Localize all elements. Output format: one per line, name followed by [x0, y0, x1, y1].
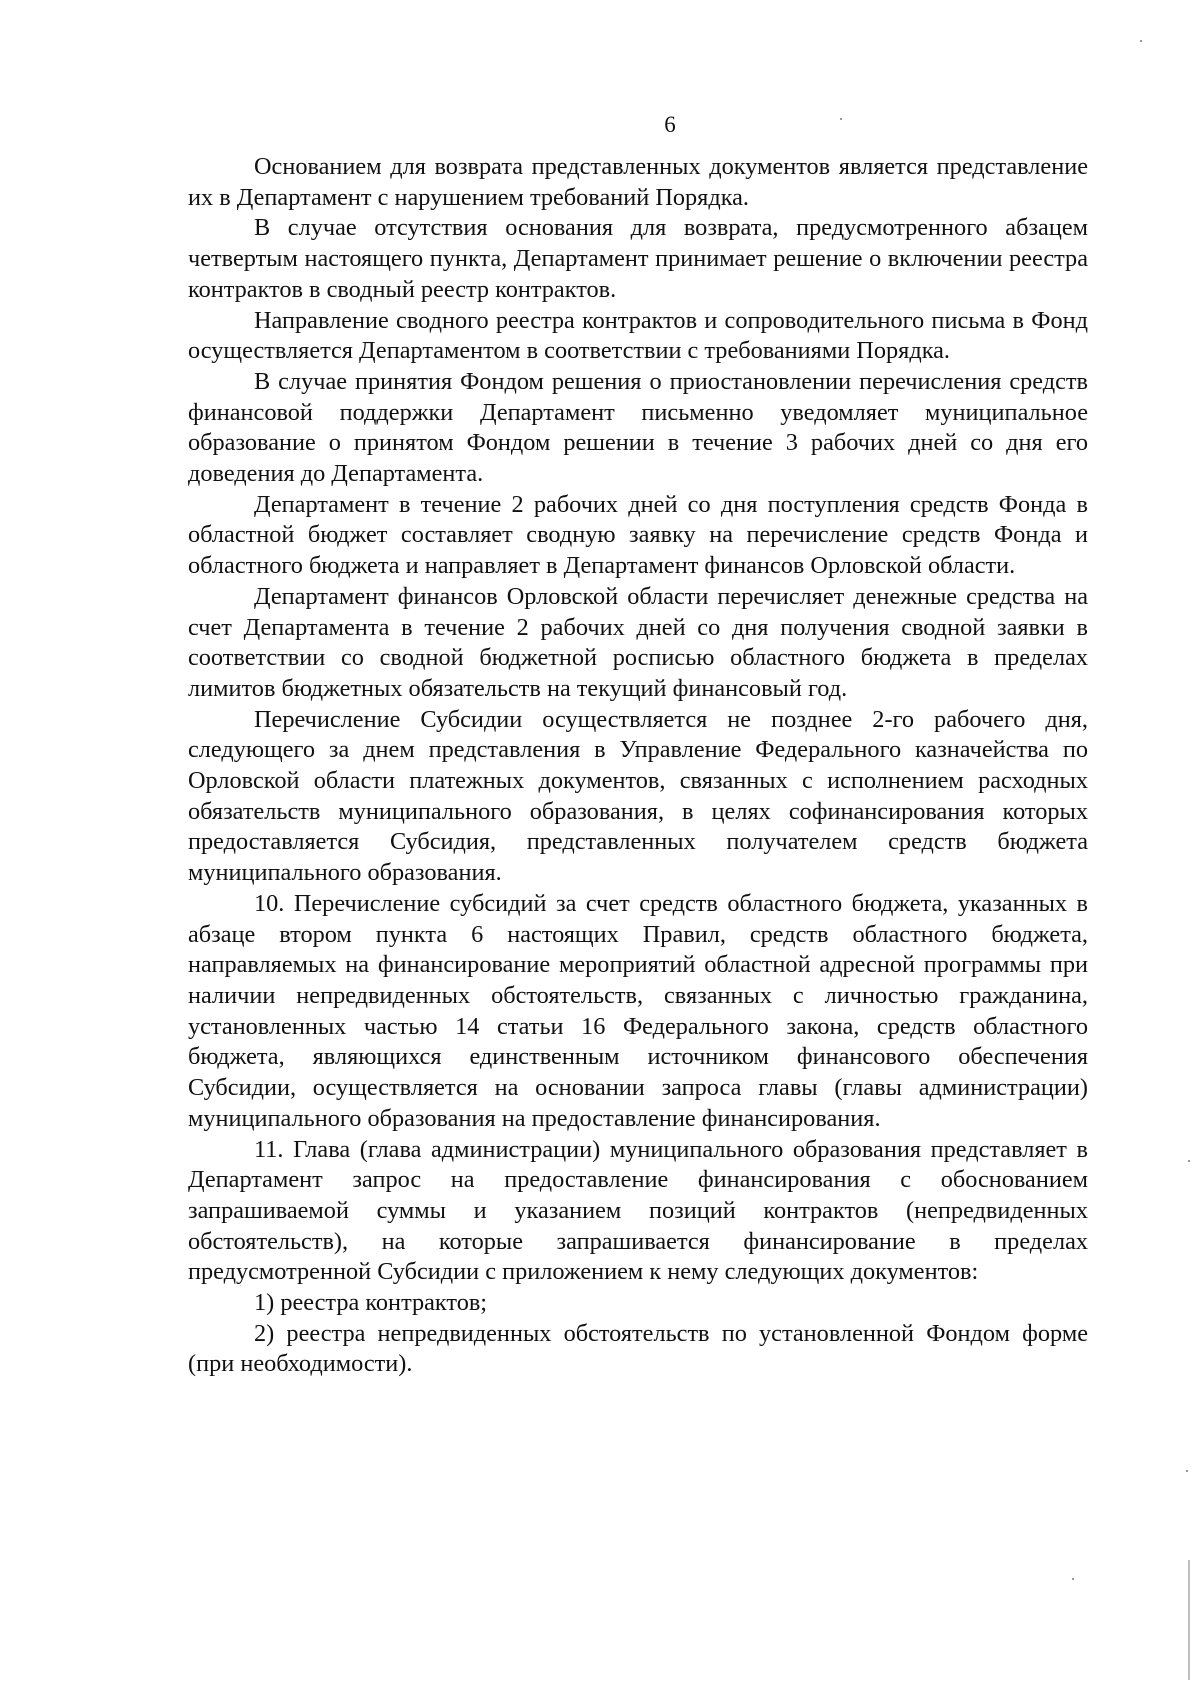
paragraph-consolidated-request: Департамент в течение 2 рабочих дней со дня поступления средств Фонда в областной бюджет составляет сводную заявку на перечисление средств Фонда и областного бюджета и направляет в Департамент финансов Орловской области.: [188, 490, 1088, 580]
paragraph-subsidy-transfer: Перечисление Субсидии осуществляется не позднее 2-го рабочего дня, следующего за днем представления в Управление Федерального казначейства по Орловской области платежных документов, связанных с исполнением расходных обязательств муниципального образования, в целях софинансирования которых предоставляется Субсидия, представленных получателем средств бюджета муниципального образования.: [188, 705, 1088, 887]
paragraph-registry-to-fund: Направление сводного реестра контрактов и сопроводительного письма в Фонд осуществляется Департаментом в соответствии с требованиями Порядка.: [188, 306, 1088, 365]
paragraph-return-grounds: Основанием для возврата представленных документов является представление их в Департамент с нарушением требований Порядка.: [188, 153, 1088, 211]
paragraph-suspension-notice: В случае принятия Фондом решения о приостановлении перечисления средств финансовой поддержки Департамент письменно уведомляет муниципальное образование о принятом Фондом решении в течение 3 рабочих дней со дня его доведения до Департамента.: [188, 367, 1088, 488]
scan-speck: [1186, 1470, 1188, 1472]
scan-edge-line: [1188, 1560, 1190, 1680]
scan-speck: [840, 118, 842, 120]
scan-speck: [1140, 40, 1142, 42]
list-item-unforeseen-registry: 2) реестра непредвиденных обстоятельств по установленной Фондом форме (при необходимости).: [188, 1319, 1088, 1378]
scan-speck: [1072, 1578, 1074, 1580]
paragraph-finance-transfer: Департамент финансов Орловской области перечисляет денежные средства на счет Департамента в течение 2 рабочих дней со дня получения сводной заявки в соответствии со сводной бюджетной росписью областного бюджета в пределах лимитов бюджетных обязательств на текущий финансовый год.: [188, 582, 1088, 702]
document-body: [188, 152, 1088, 1380]
paragraph-item-10: 10. Перечисление субсидий за счет средств областного бюджета, указанных в абзаце втором пункта 6 настоящих Правил, средств областного бюджета, направляемых на финансирование мероприятий областной адресной программы при наличии непредвиденных обстоятельств, связанных с личностью гражданина, установленных частью 14 статьи 16 Федерального закона, средств областного бюджета, являющихся единственным источником финансового обеспечения Субсидии, осуществляется на основании запроса главы (главы администрации) муниципального образования на предоставление финансирования.: [188, 889, 1088, 1132]
page-number: 6: [664, 112, 676, 137]
paragraph-no-return-decision: В случае отсутствия основания для возврата, предусмотренного абзацем четвертым настоящего пункта, Департамент принимает решение о включении реестра контрактов в сводный реестр контрактов.: [188, 214, 1088, 303]
paragraph-item-11: 11. Глава (глава администрации) муниципального образования представляет в Департамент запрос на предоставление финансирования с обоснованием запрашиваемой суммы и указанием позиций контрактов (непредвиденных обстоятельств), на которые запрашивается финансирование в пределах предусмотренной Субсидии с приложением к нему следующих документов:: [188, 1135, 1088, 1286]
list-item-contract-registry: 1) реестра контрактов;: [254, 1289, 488, 1317]
scan-speck: [1188, 1160, 1190, 1162]
